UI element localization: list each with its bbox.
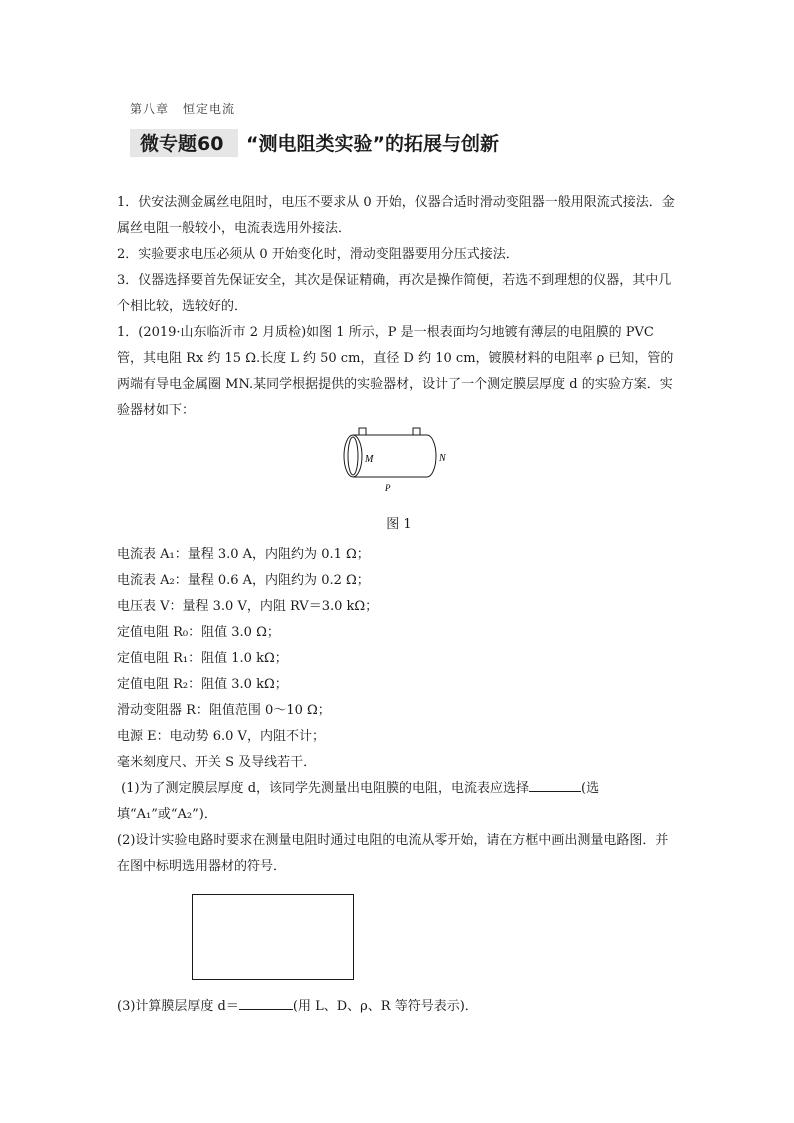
equipment-power-source: 电源 E：电动势 6.0 V，内阻不计； <box>117 729 325 744</box>
equipment-resistor-r1: 定值电阻 R₁：阻值 1.0 kΩ； <box>117 651 288 666</box>
page-title <box>130 126 499 158</box>
equipment-resistor-r0: 定值电阻 R₀：阻值 3.0 Ω； <box>117 625 280 640</box>
title-text: “测电阻类实验”的拓展与创新 <box>246 132 499 155</box>
chapter-number: 第八章 <box>130 102 170 116</box>
answer-blank-1[interactable] <box>529 777 581 792</box>
chapter-header <box>130 100 249 117</box>
equipment-ammeter-a2: 电流表 A₂：量程 0.6 A，内阻约为 0.2 Ω； <box>117 573 370 588</box>
equipment-rheostat: 滑动变阻器 R：阻值范围 0～10 Ω； <box>117 703 331 718</box>
tip-1: 1．伏安法测金属丝电阻时，电压不要求从 0 开始，仪器合适时滑动变阻器一般用限流式接法．金属丝电阻一般较小，电流表选用外接法． <box>117 195 675 236</box>
question-2: (2)设计实验电路时要求在测量电阻时通过电阻的电流从零开始，请在方框中画出测量电路图．并在图中标明选用器材的符号． <box>117 833 669 874</box>
label-m: M <box>365 454 374 465</box>
figure-caption: 图 1 <box>386 517 412 532</box>
circuit-drawing-box[interactable] <box>192 894 354 980</box>
tip-2: 2．实验要求电压必须从 0 开始变化时，滑动变阻器要用分压式接法． <box>117 247 519 262</box>
question-1: (1)为了测定膜层厚度 d，该同学先测量出电阻膜的电阻，电流表应选择 (选填“A₁”或“A₂”)． <box>117 776 681 828</box>
chapter-name: 恒定电流 <box>183 102 236 116</box>
label-p: P <box>385 483 391 493</box>
figure-1 <box>117 424 681 542</box>
title-tag: 微专题60 <box>140 132 224 155</box>
document-body <box>117 190 681 1020</box>
equipment-ammeter-a1: 电流表 A₁：量程 3.0 A，内阻约为 0.1 Ω； <box>117 547 370 562</box>
pvc-tube-diagram <box>341 424 457 510</box>
equipment-resistor-r2: 定值电阻 R₂：阻值 3.0 kΩ； <box>117 677 288 692</box>
equipment-misc: 毫米刻度尺、开关 S 及导线若干． <box>117 755 317 770</box>
equipment-voltmeter: 电压表 V：量程 3.0 V，内阻 RV＝3.0 kΩ； <box>117 599 379 614</box>
answer-blank-3[interactable] <box>239 995 293 1010</box>
question-3: (3)计算膜层厚度 d＝ (用 L、D、ρ、R 等符号表示)． <box>117 994 681 1020</box>
label-n: N <box>439 453 446 464</box>
problem-intro: 1．(2019·山东临沂市 2 月质检)如图 1 所示，P 是一根表面均匀地镀有薄层的电阻膜的 PVC 管，其电阻 Rx 约 15 Ω.长度 L 约 50 cm，直径 D 约 10 cm，镀膜材料的电阻率 ρ 已知，管的两端有导电金属圈 MN.某同学根据提供的实验器材，设计了一个测定膜层厚度 d 的实验方案．实验器材如下： <box>117 325 674 418</box>
tip-3: 3．仪器选择要首先保证安全，其次是保证精确，再次是操作简便，若选不到理想的仪器，其中几个相比较，选较好的． <box>117 273 672 314</box>
